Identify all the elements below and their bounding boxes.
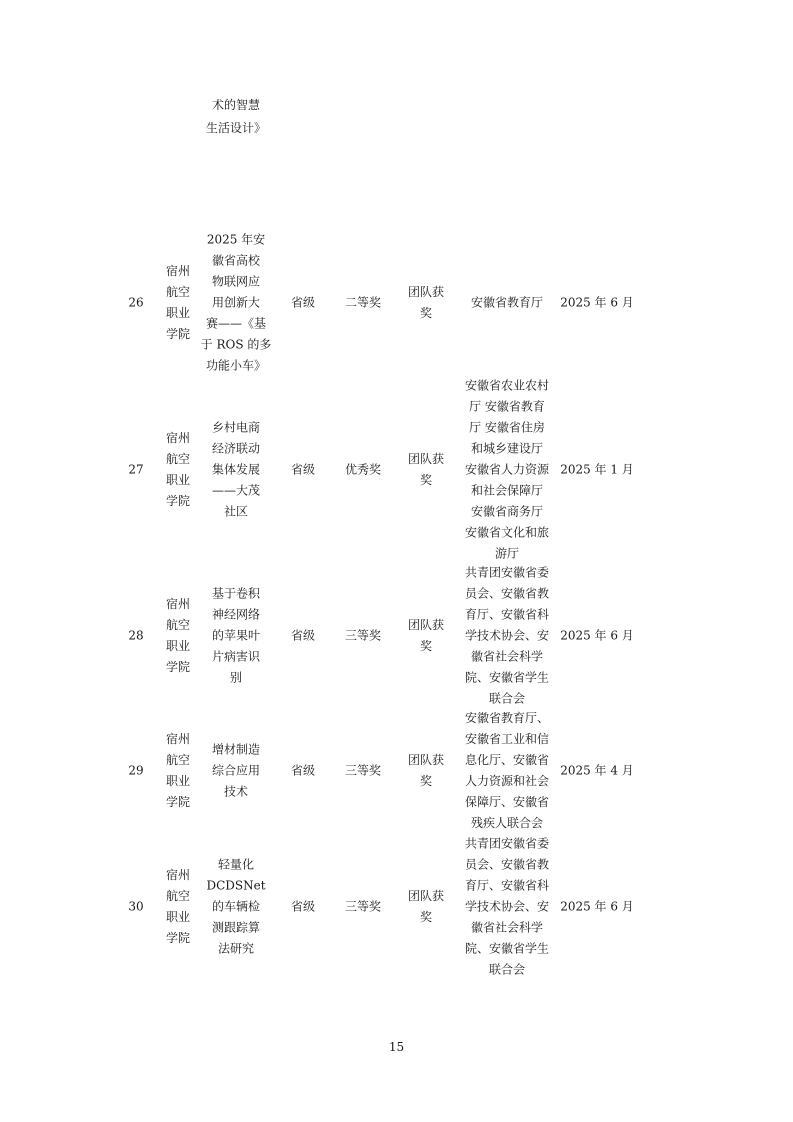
org-line: 联合会: [488, 962, 525, 977]
award-type-cell: [400, 615, 452, 657]
org-line: 安徽省文化和旅: [464, 525, 549, 540]
unit-line: 学院: [165, 931, 190, 945]
org-line: 徽省社会科学: [470, 649, 543, 664]
level-cell: 省级: [290, 462, 315, 477]
unit-line: 航空: [165, 285, 190, 299]
type-line: 团队获: [407, 889, 444, 903]
table-row: [0, 708, 793, 834]
table-row: [0, 375, 793, 565]
name-line: 赛——《基: [205, 316, 266, 331]
org-line: 员会、安徽省教: [464, 586, 549, 601]
name-line: ——大茂: [211, 483, 260, 498]
org-line: 游厅: [494, 546, 519, 561]
row-number: 28: [128, 628, 144, 643]
name-line: 集体发展: [211, 462, 260, 477]
org-line: 和社会保障厅: [470, 483, 543, 498]
unit-line: 职业: [165, 473, 190, 487]
name-line: 综合应用: [211, 763, 260, 778]
row-number: 30: [128, 899, 144, 914]
org-line: 安徽省商务厅: [470, 504, 543, 519]
org-line: 厅 安徽省教育: [469, 399, 545, 414]
org-line: 保障厅、安徽省: [464, 795, 549, 809]
org-line: 厅 安徽省住房: [469, 420, 545, 435]
name-line: 技术: [223, 784, 248, 799]
unit-line: 宿州: [165, 732, 190, 746]
org-line: 院、安徽省学生: [464, 670, 549, 685]
table-row: [0, 228, 793, 378]
award-type-cell: [400, 886, 452, 928]
name-line: 经济联动: [211, 441, 260, 456]
page-number: 15: [388, 1040, 405, 1054]
org-line: 安徽省教育厅: [470, 295, 543, 310]
name-line: 于 ROS 的多: [200, 337, 272, 352]
prize-cell: 优秀奖: [344, 462, 381, 477]
row-number: 27: [128, 462, 144, 477]
name-line: 测跟踪算: [211, 920, 260, 935]
type-line: 奖: [419, 639, 432, 653]
org-line: 共青团安徽省委: [464, 565, 549, 580]
name-line: 徽省高校: [211, 253, 260, 268]
name-line: 增材制造: [211, 742, 260, 757]
name-line: 2025 年安: [206, 232, 266, 247]
org-line: 残疾人联合会: [470, 816, 543, 830]
org-line: 徽省社会科学: [470, 920, 543, 935]
row-number: 26: [128, 295, 144, 310]
level-cell: 省级: [290, 763, 315, 778]
unit-line: 学院: [165, 795, 190, 809]
unit-line: 航空: [165, 753, 190, 767]
org-line: 员会、安徽省教: [464, 857, 549, 872]
org-line: 育厅、安徽省科: [464, 607, 549, 622]
name-line: 别: [229, 670, 242, 685]
project-name-cell: [196, 855, 276, 960]
issuing-org-cell: [452, 293, 562, 314]
unit-line: 宿州: [165, 868, 190, 882]
org-line: 安徽省人力资源: [464, 462, 549, 477]
org-line: 安徽省工业和信: [464, 732, 549, 746]
name-line: 法研究: [217, 941, 254, 956]
unit-line: 宿州: [165, 597, 190, 611]
prize-cell: 二等奖: [344, 295, 381, 310]
prize-cell: 三等奖: [344, 899, 381, 914]
type-line: 团队获: [407, 753, 444, 767]
unit-line: 宿州: [165, 431, 190, 445]
org-line: 学技术协会、安: [464, 899, 549, 914]
name-line: 基于卷积: [211, 586, 260, 601]
level-cell: 省级: [290, 628, 315, 643]
date-cell: 2025 年 6 月: [560, 295, 634, 310]
issuing-org-cell: [452, 376, 562, 565]
name-line: DCDSNet: [206, 878, 266, 893]
project-name-cell: [196, 584, 276, 689]
name-line: 物联网应: [211, 274, 260, 289]
project-name-cell: [196, 740, 276, 803]
org-line: 育厅、安徽省科: [464, 878, 549, 893]
prize-cell: 三等奖: [344, 628, 381, 643]
table-row: [0, 834, 793, 980]
date-cell: 2025 年 4 月: [560, 763, 634, 778]
name-line: 社区: [223, 504, 248, 519]
level-cell: 省级: [290, 295, 315, 310]
unit-cell: [160, 729, 196, 813]
issuing-org-cell: [452, 708, 562, 834]
org-line: 和城乡建设厅: [470, 441, 543, 456]
award-type-cell: [400, 750, 452, 792]
issuing-org-cell: [452, 834, 562, 981]
type-line: 奖: [419, 306, 432, 320]
org-line: 安徽省农业农村: [464, 378, 549, 393]
org-line: 联合会: [488, 691, 525, 706]
continued-line: 生活设计》: [205, 121, 266, 135]
type-line: 奖: [419, 910, 432, 924]
unit-line: 学院: [165, 494, 190, 508]
name-line: 的车辆检: [211, 899, 260, 914]
org-line: 共青团安徽省委: [464, 836, 549, 851]
unit-line: 职业: [165, 639, 190, 653]
continued-line: 术的智慧: [211, 98, 260, 112]
org-line: 息化厅、安徽省: [464, 753, 549, 767]
org-line: 人力资源和社会: [464, 774, 549, 788]
name-line: 片病害识: [211, 649, 260, 664]
name-line: 功能小车》: [205, 358, 266, 373]
date-cell: 2025 年 6 月: [560, 628, 634, 643]
unit-line: 学院: [165, 327, 190, 341]
name-line: 乡村电商: [211, 420, 260, 435]
unit-line: 职业: [165, 774, 190, 788]
unit-cell: [160, 594, 196, 678]
unit-line: 航空: [165, 889, 190, 903]
type-line: 团队获: [407, 285, 444, 299]
date-cell: 2025 年 6 月: [560, 899, 634, 914]
project-name-cell: [196, 418, 276, 523]
award-type-cell: [400, 282, 452, 324]
project-name-cell: [196, 230, 276, 377]
level-cell: 省级: [290, 899, 315, 914]
type-line: 奖: [419, 774, 432, 788]
unit-cell: [160, 428, 196, 512]
unit-line: 职业: [165, 306, 190, 320]
unit-line: 学院: [165, 660, 190, 674]
row-number: 29: [128, 763, 144, 778]
org-line: 安徽省教育厅、: [464, 711, 549, 725]
table-row: [0, 563, 793, 709]
unit-cell: [160, 865, 196, 949]
unit-line: 航空: [165, 452, 190, 466]
type-line: 团队获: [407, 618, 444, 632]
name-line: 轻量化: [217, 857, 254, 872]
org-line: 院、安徽省学生: [464, 941, 549, 956]
type-line: 奖: [419, 473, 432, 487]
name-line: 的苹果叶: [211, 628, 260, 643]
unit-line: 职业: [165, 910, 190, 924]
award-type-cell: [400, 449, 452, 491]
name-line: 神经网络: [211, 607, 260, 622]
name-line: 用创新大: [211, 295, 260, 310]
unit-line: 航空: [165, 618, 190, 632]
prize-cell: 三等奖: [344, 763, 381, 778]
org-line: 学技术协会、安: [464, 628, 549, 643]
continued-project-name: [196, 94, 276, 140]
issuing-org-cell: [452, 563, 562, 710]
unit-line: 宿州: [165, 264, 190, 278]
type-line: 团队获: [407, 452, 444, 466]
unit-cell: [160, 261, 196, 345]
date-cell: 2025 年 1 月: [560, 462, 634, 477]
